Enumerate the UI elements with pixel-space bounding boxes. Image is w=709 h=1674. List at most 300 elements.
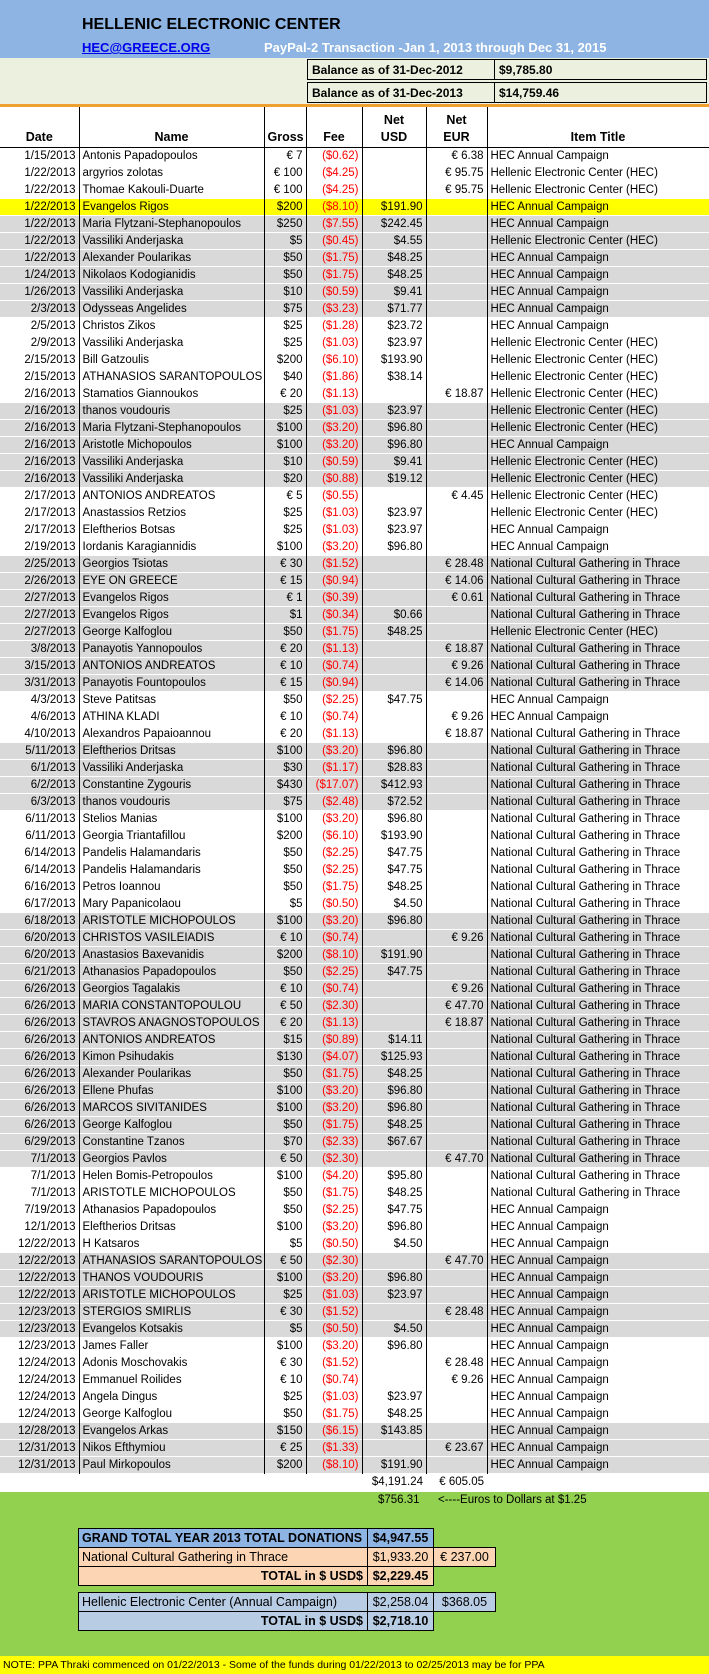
row-date: 2/15/2013 [0,352,79,369]
row-net-usd: $47.75 [362,862,426,879]
table-row [0,1440,709,1457]
row-net-eur: € 28.48 [426,556,487,573]
row-net-eur [426,1270,487,1287]
row-item-title: HEC Annual Campaign [487,1457,709,1474]
row-date: 2/9/2013 [0,335,79,352]
row-date: 12/24/2013 [0,1389,79,1406]
thrace-total-label: TOTAL in $ USD$ [78,1566,368,1586]
table-row [0,352,709,369]
row-name: Steve Patitsas [79,692,264,709]
row-net-eur: € 18.87 [426,1015,487,1032]
row-item-title: National Cultural Gathering in Thrace [487,590,709,607]
row-gross: $100 [264,1100,306,1117]
row-name: ATHANASIOS SARANTOPOULOS [79,1253,264,1270]
row-item-title: HEC Annual Campaign [487,1440,709,1457]
row-name: Georgios Tsiotas [79,556,264,573]
table-row [0,1406,709,1423]
row-item-title: National Cultural Gathering in Thrace [487,981,709,998]
email-link[interactable]: HEC@GREECE.ORG [82,40,211,55]
row-name: Georgia Triantafillou [79,828,264,845]
row-item-title: Hellenic Electronic Center (HEC) [487,386,709,403]
row-name: Thomae Kakouli-Duarte [79,182,264,199]
row-fee: ($3.23) [306,301,362,318]
row-date: 2/26/2013 [0,573,79,590]
table-row [0,335,709,352]
row-fee: ($6.10) [306,352,362,369]
col-net-usd-line2: USD [380,130,408,144]
row-date: 6/11/2013 [0,828,79,845]
row-name: Alexandros Papaioannou [79,726,264,743]
row-item-title: National Cultural Gathering in Thrace [487,896,709,913]
row-net-eur: € 9.26 [426,981,487,998]
row-name: ATHINA KLADI [79,709,264,726]
row-net-usd: $125.93 [362,1049,426,1066]
row-net-usd [362,675,426,692]
table-row [0,454,709,471]
row-item-title: National Cultural Gathering in Thrace [487,828,709,845]
row-fee: ($8.10) [306,199,362,216]
row-item-title: National Cultural Gathering in Thrace [487,913,709,930]
row-net-usd: $9.41 [362,284,426,301]
row-name: George Kalfoglou [79,624,264,641]
row-fee: ($3.20) [306,437,362,454]
row-net-eur: € 47.70 [426,1253,487,1270]
table-row [0,1049,709,1066]
row-net-eur [426,964,487,981]
row-fee: ($0.74) [306,1372,362,1389]
row-item-title: HEC Annual Campaign [487,692,709,709]
row-date: 1/22/2013 [0,216,79,233]
row-item-title: National Cultural Gathering in Thrace [487,1134,709,1151]
row-fee: ($1.03) [306,522,362,539]
row-fee: ($0.89) [306,1032,362,1049]
row-name: Evangelos Rigos [79,607,264,624]
row-net-eur [426,216,487,233]
row-item-title: National Cultural Gathering in Thrace [487,1117,709,1134]
row-date: 6/26/2013 [0,1015,79,1032]
row-net-eur: € 0.61 [426,590,487,607]
row-item-title: National Cultural Gathering in Thrace [487,777,709,794]
row-date: 6/2/2013 [0,777,79,794]
row-net-usd [362,1440,426,1457]
row-date: 12/24/2013 [0,1355,79,1372]
row-name: ANTONIOS ANDREATOS [79,658,264,675]
row-net-eur [426,760,487,777]
row-gross: $75 [264,794,306,811]
row-name: MARIA CONSTANTOPOULOU [79,998,264,1015]
row-item-title: Hellenic Electronic Center (HEC) [487,352,709,369]
row-net-eur [426,199,487,216]
row-item-title: HEC Annual Campaign [487,1389,709,1406]
table-row [0,964,709,981]
table-row [0,199,709,216]
thrace-label: National Cultural Gathering in Thrace [78,1547,368,1567]
row-fee: ($2.25) [306,862,362,879]
row-name: Pandelis Halamandaris [79,845,264,862]
row-net-usd: $48.25 [362,267,426,284]
row-fee: ($17.07) [306,777,362,794]
table-row [0,573,709,590]
row-name: Emmanuel Roilides [79,1372,264,1389]
row-name: ARISTOTLE MICHOPOULOS [79,1287,264,1304]
row-fee: ($1.03) [306,1389,362,1406]
table-row [0,845,709,862]
row-date: 6/16/2013 [0,879,79,896]
row-gross: $50 [264,692,306,709]
row-fee: ($3.20) [306,1100,362,1117]
row-net-eur [426,1032,487,1049]
row-fee: ($8.10) [306,1457,362,1474]
row-net-usd [362,488,426,505]
row-net-eur [426,777,487,794]
row-name: Mary Papanicolaou [79,896,264,913]
row-fee: ($4.25) [306,182,362,199]
row-gross: € 20 [264,726,306,743]
row-item-title: Hellenic Electronic Center (HEC) [487,488,709,505]
row-name: Eleftherios Dritsas [79,1219,264,1236]
row-gross: $25 [264,318,306,335]
thrace-usd: $1,933.20 [367,1547,434,1567]
table-row [0,1457,709,1474]
row-name: Alexander Poularikas [79,250,264,267]
row-date: 12/31/2013 [0,1457,79,1474]
row-date: 4/3/2013 [0,692,79,709]
row-name: ANTONIOS ANDREATOS [79,488,264,505]
row-fee: ($2.25) [306,964,362,981]
table-row [0,1202,709,1219]
row-date: 2/27/2013 [0,624,79,641]
row-name: H Katsaros [79,1236,264,1253]
row-item-title: National Cultural Gathering in Thrace [487,743,709,760]
row-fee: ($4.07) [306,1049,362,1066]
row-name: Stamatios Giannoukos [79,386,264,403]
row-net-usd: $47.75 [362,1202,426,1219]
row-date: 2/5/2013 [0,318,79,335]
row-gross: $100 [264,1168,306,1185]
row-item-title: National Cultural Gathering in Thrace [487,573,709,590]
row-gross: $25 [264,1287,306,1304]
row-net-usd: $96.80 [362,1338,426,1355]
row-gross: $430 [264,777,306,794]
row-net-usd: $48.25 [362,1066,426,1083]
row-fee: ($3.20) [306,1083,362,1100]
eur-conversion-note: <----Euros to Dollars at $1.25 [438,1494,587,1506]
row-fee: ($3.20) [306,539,362,556]
row-date: 1/22/2013 [0,182,79,199]
row-gross: $5 [264,1321,306,1338]
row-name: STAVROS ANAGNOSTOPOULOS [79,1015,264,1032]
row-name: Eleftherios Dritsas [79,743,264,760]
row-date: 6/26/2013 [0,981,79,998]
row-date: 3/31/2013 [0,675,79,692]
table-row [0,488,709,505]
row-net-eur [426,1168,487,1185]
row-net-usd [362,1304,426,1321]
row-name: Eleftherios Botsas [79,522,264,539]
row-fee: ($2.30) [306,998,362,1015]
row-gross: $70 [264,1134,306,1151]
table-row [0,1066,709,1083]
row-net-usd [362,709,426,726]
row-net-usd: $96.80 [362,1219,426,1236]
row-net-usd: $96.80 [362,1270,426,1287]
row-item-title: National Cultural Gathering in Thrace [487,1151,709,1168]
row-net-eur [426,794,487,811]
table-body [0,148,709,1474]
row-net-eur [426,369,487,386]
row-name: EYE ON GREECE [79,573,264,590]
table-row [0,1015,709,1032]
row-name: Vassiliki Anderjaska [79,335,264,352]
row-gross: $200 [264,947,306,964]
row-item-title: National Cultural Gathering in Thrace [487,1083,709,1100]
row-net-usd: $191.90 [362,947,426,964]
table-row [0,675,709,692]
row-name: STERGIOS SMIRLIS [79,1304,264,1321]
row-name: Nikolaos Kodogianidis [79,267,264,284]
row-date: 4/10/2013 [0,726,79,743]
row-date: 3/8/2013 [0,641,79,658]
row-fee: ($1.75) [306,1117,362,1134]
row-gross: $5 [264,896,306,913]
table-row [0,828,709,845]
row-fee: ($0.50) [306,896,362,913]
row-item-title: National Cultural Gathering in Thrace [487,879,709,896]
row-fee: ($2.25) [306,1202,362,1219]
row-date: 12/31/2013 [0,1440,79,1457]
row-item-title: National Cultural Gathering in Thrace [487,947,709,964]
row-fee: ($1.75) [306,1185,362,1202]
row-date: 6/20/2013 [0,947,79,964]
row-item-title: Hellenic Electronic Center (HEC) [487,369,709,386]
row-date: 1/15/2013 [0,148,79,165]
table-row [0,1100,709,1117]
row-item-title: Hellenic Electronic Center (HEC) [487,335,709,352]
row-net-usd: $47.75 [362,692,426,709]
row-net-eur: € 6.38 [426,148,487,165]
row-item-title: Hellenic Electronic Center (HEC) [487,471,709,488]
row-gross: $25 [264,1389,306,1406]
table-row [0,1185,709,1202]
row-net-eur: € 47.70 [426,1151,487,1168]
row-net-usd: $4.50 [362,1321,426,1338]
row-name: MARCOS SIVITANIDES [79,1100,264,1117]
thrace-eur: € 237.00 [433,1547,496,1567]
row-name: thanos voudouris [79,403,264,420]
row-net-eur [426,1287,487,1304]
row-gross: $100 [264,1338,306,1355]
row-net-eur: € 14.06 [426,573,487,590]
row-fee: ($0.74) [306,658,362,675]
row-net-usd [362,1372,426,1389]
col-item-title: Item Title [487,106,709,148]
row-fee: ($2.25) [306,845,362,862]
row-item-title: HEC Annual Campaign [487,1304,709,1321]
row-net-eur [426,1100,487,1117]
row-date: 12/22/2013 [0,1236,79,1253]
table-row [0,556,709,573]
row-net-usd: $96.80 [362,811,426,828]
row-net-usd: $191.90 [362,199,426,216]
row-net-eur [426,862,487,879]
row-net-eur [426,335,487,352]
row-fee: ($1.33) [306,1440,362,1457]
row-gross: € 100 [264,165,306,182]
row-date: 2/27/2013 [0,607,79,624]
col-net-usd-line1: Net [383,113,405,127]
row-fee: ($1.75) [306,250,362,267]
row-date: 6/29/2013 [0,1134,79,1151]
row-net-usd [362,1355,426,1372]
row-item-title: National Cultural Gathering in Thrace [487,760,709,777]
row-net-usd: $28.83 [362,760,426,777]
table-row [0,1134,709,1151]
row-name: Evangelos Rigos [79,199,264,216]
eur-in-usd-value: $756.31 [378,1494,420,1506]
row-name: CHRISTOS VASILEIADIS [79,930,264,947]
row-fee: ($0.59) [306,454,362,471]
row-item-title: HEC Annual Campaign [487,267,709,284]
table-row [0,233,709,250]
row-gross: $50 [264,1117,306,1134]
hec-label: Hellenic Electronic Center (Annual Campaign) [78,1592,368,1612]
row-net-eur [426,352,487,369]
row-date: 2/17/2013 [0,488,79,505]
row-fee: ($1.52) [306,556,362,573]
row-item-title: Hellenic Electronic Center (HEC) [487,403,709,420]
row-gross: $25 [264,522,306,539]
row-date: 6/26/2013 [0,1066,79,1083]
row-net-eur [426,420,487,437]
row-fee: ($0.45) [306,233,362,250]
row-date: 6/26/2013 [0,1032,79,1049]
table-row [0,590,709,607]
row-item-title: HEC Annual Campaign [487,199,709,216]
row-net-eur [426,1219,487,1236]
balance-2012-label: Balance as of 31-Dec-2012 [312,63,463,77]
row-date: 2/16/2013 [0,403,79,420]
table-row [0,522,709,539]
row-name: Anastassios Retzios [79,505,264,522]
row-name: ANTONIOS ANDREATOS [79,1032,264,1049]
table-row [0,284,709,301]
row-name: argyrios zolotas [79,165,264,182]
table-row [0,794,709,811]
row-date: 1/26/2013 [0,284,79,301]
row-net-usd: $193.90 [362,352,426,369]
row-date: 1/22/2013 [0,199,79,216]
row-date: 2/25/2013 [0,556,79,573]
table-row [0,811,709,828]
row-fee: ($1.13) [306,386,362,403]
table-row [0,692,709,709]
row-date: 3/15/2013 [0,658,79,675]
row-net-eur [426,318,487,335]
row-date: 2/16/2013 [0,471,79,488]
table-row [0,913,709,930]
row-name: Georgios Pavlos [79,1151,264,1168]
row-name: Helen Bomis-Petropoulos [79,1168,264,1185]
table-row [0,1168,709,1185]
row-fee: ($1.52) [306,1304,362,1321]
row-name: Adonis Moschovakis [79,1355,264,1372]
thrace-total-value: $2,229.45 [367,1566,434,1586]
row-item-title: HEC Annual Campaign [487,1406,709,1423]
row-net-eur [426,1423,487,1440]
table-row [0,1219,709,1236]
table-row [0,1253,709,1270]
row-date: 7/19/2013 [0,1202,79,1219]
row-fee: ($1.75) [306,624,362,641]
table-row [0,471,709,488]
row-name: Petros Ioannou [79,879,264,896]
row-fee: ($1.13) [306,726,362,743]
row-gross: $50 [264,845,306,862]
row-name: Constantine Tzanos [79,1134,264,1151]
row-gross: $40 [264,369,306,386]
row-fee: ($1.03) [306,1287,362,1304]
table-row [0,777,709,794]
row-fee: ($0.34) [306,607,362,624]
row-gross: $50 [264,250,306,267]
row-gross: $15 [264,1032,306,1049]
row-net-usd: $4.55 [362,233,426,250]
totals-row [0,1474,709,1491]
row-net-usd: $4.50 [362,1236,426,1253]
row-name: George Kalfoglou [79,1406,264,1423]
table-row [0,607,709,624]
row-net-usd: $23.97 [362,505,426,522]
row-gross: € 20 [264,641,306,658]
hec-total-label: TOTAL in $ USD$ [78,1611,368,1631]
row-item-title: Hellenic Electronic Center (HEC) [487,624,709,641]
row-net-eur: € 14.06 [426,675,487,692]
row-gross: $200 [264,1457,306,1474]
table-header-row [0,106,709,148]
row-fee: ($3.20) [306,811,362,828]
row-name: James Faller [79,1338,264,1355]
row-date: 2/16/2013 [0,386,79,403]
row-gross: $200 [264,828,306,845]
row-net-eur: € 47.70 [426,998,487,1015]
row-fee: ($1.13) [306,1015,362,1032]
row-gross: $50 [264,1202,306,1219]
table-row [0,267,709,284]
row-item-title: National Cultural Gathering in Thrace [487,658,709,675]
row-name: Kimon Psihudakis [79,1049,264,1066]
row-date: 6/26/2013 [0,1100,79,1117]
row-net-usd: $23.97 [362,403,426,420]
row-name: ATHANASIOS SARANTOPOULOS [79,369,264,386]
row-net-eur [426,522,487,539]
table-row [0,896,709,913]
row-fee: ($1.28) [306,318,362,335]
row-net-usd: $23.97 [362,335,426,352]
header-divider [0,104,709,107]
row-net-eur [426,437,487,454]
row-name: Vassiliki Anderjaska [79,760,264,777]
row-fee: ($0.50) [306,1321,362,1338]
col-net-usd [362,106,426,148]
row-gross: € 5 [264,488,306,505]
row-net-eur: € 9.26 [426,1372,487,1389]
row-date: 12/1/2013 [0,1219,79,1236]
row-item-title: National Cultural Gathering in Thrace [487,1185,709,1202]
row-fee: ($6.15) [306,1423,362,1440]
row-net-usd [362,1253,426,1270]
row-name: thanos voudouris [79,794,264,811]
row-gross: $50 [264,964,306,981]
